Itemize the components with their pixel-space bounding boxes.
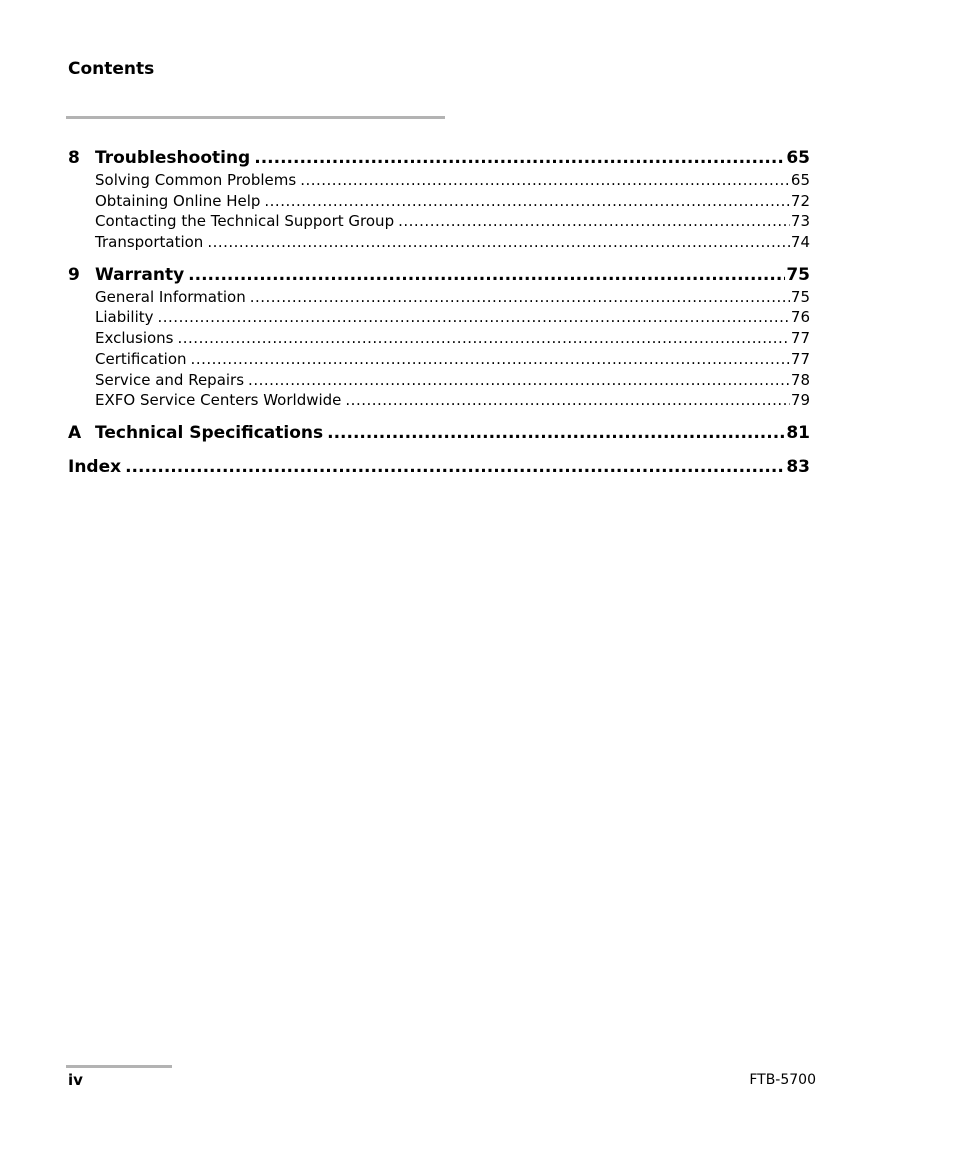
- dot-leader: [327, 421, 785, 445]
- entry-title: Obtaining Online Help: [95, 191, 261, 210]
- dot-leader: [250, 287, 790, 308]
- dot-leader: [248, 370, 790, 391]
- entry-title: General Information: [95, 287, 246, 306]
- entry-title: Contacting the Technical Support Group: [95, 212, 395, 231]
- entry-title: Certification: [95, 349, 187, 368]
- chapter-page: 81: [786, 422, 810, 443]
- dot-leader: [345, 390, 790, 411]
- index-title: Index: [68, 456, 122, 477]
- toc-entry[interactable]: [95, 307, 810, 328]
- table-of-contents: [68, 146, 810, 479]
- entry-title: Service and Repairs: [95, 370, 245, 389]
- entry-page: 78: [790, 370, 810, 389]
- dot-leader: [207, 232, 790, 253]
- entry-page: 77: [790, 329, 810, 348]
- chapter-title: Warranty: [95, 264, 185, 285]
- entry-title: Solving Common Problems: [95, 171, 297, 189]
- toc-entry[interactable]: [95, 328, 810, 349]
- entry-page: 79: [790, 391, 810, 410]
- chapter-title: Technical Specifications: [95, 422, 324, 443]
- dot-leader: [264, 191, 790, 212]
- dot-leader: [188, 263, 785, 287]
- footer-page-number: iv: [68, 1071, 83, 1089]
- toc-entry[interactable]: [95, 390, 810, 411]
- spacer: [68, 445, 810, 455]
- toc-entry[interactable]: [95, 370, 810, 391]
- dot-leader: [125, 455, 785, 479]
- toc-entry[interactable]: [95, 211, 810, 232]
- toc-entries-warranty: [95, 287, 810, 411]
- toc-chapter-technical-specifications[interactable]: [68, 421, 810, 445]
- index-page: 83: [786, 456, 810, 477]
- dot-leader: [398, 211, 790, 232]
- dot-leader: [191, 349, 790, 370]
- footer-rule: [66, 1065, 172, 1068]
- entry-page: 77: [790, 349, 810, 368]
- toc-entry[interactable]: [95, 287, 810, 308]
- toc-index[interactable]: [68, 455, 810, 479]
- entry-page: 76: [790, 308, 810, 327]
- footer-product-name: FTB-5700: [749, 1072, 816, 1088]
- chapter-number: A: [68, 422, 82, 443]
- toc-entries-troubleshooting: [95, 170, 810, 253]
- chapter-number: 9: [68, 264, 80, 285]
- dot-leader: [254, 146, 785, 170]
- spacer: [68, 411, 810, 421]
- entry-title: Transportation: [95, 233, 204, 252]
- toc-entry[interactable]: [95, 191, 810, 212]
- entry-page: 72: [790, 191, 810, 210]
- entry-page: 65: [790, 171, 810, 189]
- entry-title: EXFO Service Centers Worldwide: [95, 391, 342, 410]
- dot-leader: [178, 328, 790, 349]
- entry-page: 73: [790, 212, 810, 231]
- entry-title: Liability: [95, 308, 154, 327]
- toc-entry[interactable]: [95, 349, 810, 370]
- header-rule: [66, 116, 445, 119]
- entry-title: Exclusions: [95, 329, 174, 348]
- chapter-title: Troubleshooting: [95, 148, 251, 168]
- entry-page: 74: [790, 233, 810, 252]
- dot-leader: [300, 170, 790, 191]
- page-title: Contents: [68, 59, 155, 79]
- chapter-page: 65: [786, 148, 810, 168]
- chapter-page: 75: [786, 264, 810, 285]
- toc-entry[interactable]: [95, 232, 810, 253]
- toc-chapter-troubleshooting[interactable]: [68, 146, 810, 170]
- dot-leader: [158, 307, 790, 328]
- toc-chapter-warranty[interactable]: [68, 263, 810, 287]
- spacer: [68, 253, 810, 263]
- entry-page: 75: [790, 287, 810, 306]
- chapter-number: 8: [68, 148, 80, 168]
- toc-entry[interactable]: [95, 170, 810, 191]
